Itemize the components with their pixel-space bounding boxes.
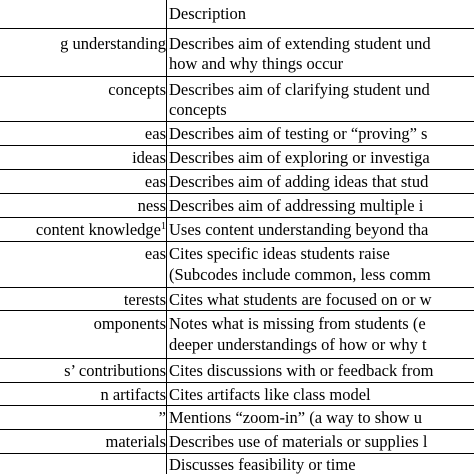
code-name-text: content knowledge	[35, 220, 161, 239]
row-border	[0, 287, 474, 288]
code-name	[36, 220, 166, 239]
code-name: concepts	[108, 80, 166, 99]
row-border	[0, 382, 474, 383]
description-line: Cites artifacts like class model	[169, 385, 371, 404]
row-border	[0, 358, 474, 359]
description-line: Describes aim of adding ideas that stud	[169, 172, 429, 191]
code-name: eas	[144, 244, 166, 263]
row-border	[0, 169, 474, 170]
code-name: ”	[158, 408, 166, 427]
code-name: ness	[137, 196, 166, 215]
description-line: (Subcodes include common, less comm	[169, 265, 431, 284]
code-name: eas	[144, 124, 166, 143]
description-line: Describes aim of exploring or investiga	[169, 148, 430, 167]
code-name: n artifacts	[100, 385, 166, 404]
header-description: Description	[169, 4, 246, 23]
description-line: concepts	[169, 100, 227, 119]
code-name: eas	[144, 172, 166, 191]
row-border	[0, 429, 474, 430]
description-line: Mentions “zoom-in” (a way to show u	[169, 408, 422, 427]
row-border	[0, 193, 474, 194]
code-name: s’ contributions	[64, 361, 166, 380]
description-line: Describes aim of addressing multiple i	[169, 196, 424, 215]
row-border	[0, 28, 474, 29]
footnote-marker: 1	[161, 221, 166, 232]
description-line: Describes use of materials or supplies l	[169, 432, 428, 451]
column-divider	[166, 0, 167, 474]
description-line: Describes aim of clarifying student und	[169, 80, 430, 99]
description-line: Describes aim of extending student und	[169, 34, 431, 53]
row-border	[0, 217, 474, 218]
row-border	[0, 405, 474, 406]
code-name: omponents	[93, 314, 166, 333]
description-line: Describes aim of testing or “proving” s	[169, 124, 428, 143]
description-line: Discusses feasibility or time	[169, 455, 356, 474]
description-line: Cites specific ideas students raise	[169, 244, 390, 263]
row-border	[0, 145, 474, 146]
row-border	[0, 241, 474, 242]
description-line: how and why things occur	[169, 54, 344, 73]
row-border	[0, 76, 474, 77]
description-line: Uses content understanding beyond tha	[169, 220, 429, 239]
row-border	[0, 310, 474, 311]
code-name: materials	[105, 432, 166, 451]
row-border	[0, 453, 474, 454]
row-border	[0, 121, 474, 122]
description-line: Cites discussions with or feedback from	[169, 361, 434, 380]
code-name: ideas	[132, 148, 166, 167]
description-line: Notes what is missing from students (e	[169, 314, 426, 333]
description-line: Cites what students are focused on or w	[169, 290, 432, 309]
code-name: terests	[123, 290, 166, 309]
description-line: deeper understandings of how or why t	[169, 335, 427, 354]
code-name: g understanding	[60, 34, 166, 53]
